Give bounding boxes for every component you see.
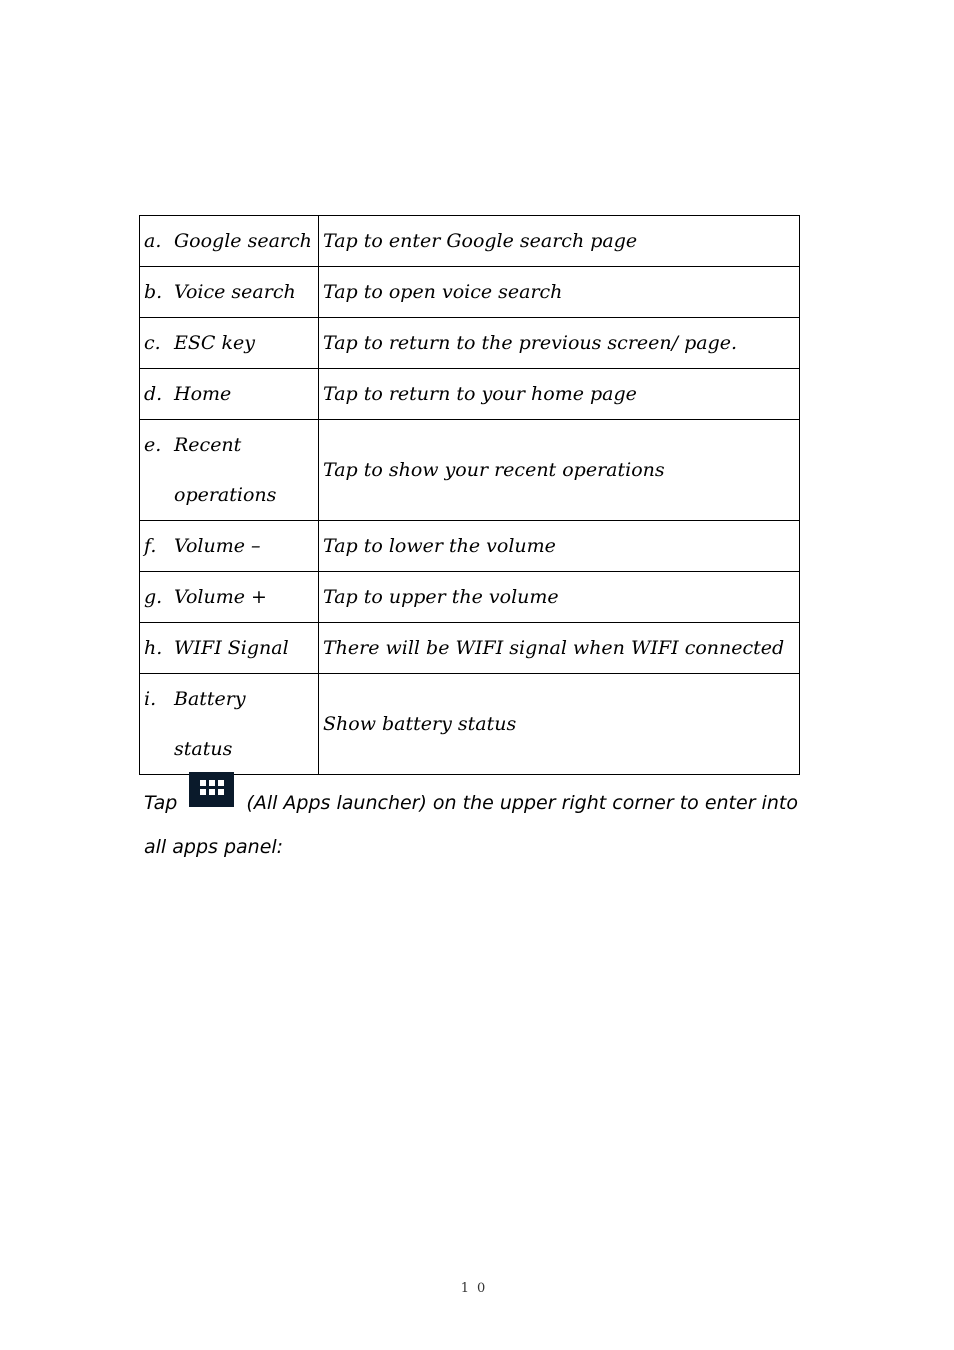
feature-description: Tap to return to the previous screen/ page. xyxy=(319,318,800,369)
feature-table xyxy=(139,215,800,775)
feature-name-line2: operations xyxy=(174,484,277,506)
instruction-text: (All Apps launcher) on the upper right corner to enter into xyxy=(246,792,798,814)
item-letter: a. xyxy=(144,230,162,252)
table-row xyxy=(140,420,800,521)
table-row xyxy=(140,318,800,369)
feature-description: Tap to lower the volume xyxy=(319,521,800,572)
feature-name: Home xyxy=(174,383,232,405)
page-number: 10 xyxy=(460,1281,494,1296)
item-letter: b. xyxy=(144,281,163,303)
feature-description: Tap to upper the volume xyxy=(319,572,800,623)
table-row xyxy=(140,369,800,420)
feature-name: Volume + xyxy=(174,586,267,608)
feature-name: Google search xyxy=(174,230,312,252)
item-letter: e. xyxy=(144,434,162,456)
item-letter: f. xyxy=(144,535,157,557)
feature-name-cell xyxy=(140,216,319,267)
table-row xyxy=(140,572,800,623)
feature-name-cell xyxy=(140,267,319,318)
feature-name: ESC key xyxy=(174,332,255,354)
table-row xyxy=(140,521,800,572)
feature-name-cell xyxy=(140,369,319,420)
feature-description: Tap to open voice search xyxy=(319,267,800,318)
feature-name-cell xyxy=(140,420,319,521)
feature-name-cell xyxy=(140,623,319,674)
feature-description: Tap to show your recent operations xyxy=(319,420,800,521)
item-letter: g. xyxy=(144,586,163,608)
all-apps-grid-icon xyxy=(189,772,234,807)
feature-name-cell xyxy=(140,572,319,623)
feature-name-line1: Recent xyxy=(174,434,242,456)
feature-name-cell xyxy=(140,521,319,572)
feature-name: Volume – xyxy=(174,535,261,557)
instruction-paragraph-line1 xyxy=(144,780,824,826)
item-letter: c. xyxy=(144,332,161,354)
feature-name-line1: Battery xyxy=(174,688,246,710)
instruction-paragraph-line2: all apps panel: xyxy=(144,836,284,858)
instruction-tap-word: Tap xyxy=(144,792,178,814)
feature-description: Show battery status xyxy=(319,674,800,775)
feature-description: Tap to enter Google search page xyxy=(319,216,800,267)
feature-name-line2: status xyxy=(174,738,233,760)
item-letter: h. xyxy=(144,637,163,659)
item-letter: i. xyxy=(144,688,157,710)
feature-name-cell xyxy=(140,318,319,369)
feature-name: Voice search xyxy=(174,281,296,303)
feature-description: There will be WIFI signal when WIFI connected xyxy=(319,623,800,674)
table-row xyxy=(140,216,800,267)
table-row xyxy=(140,623,800,674)
feature-name xyxy=(174,674,314,774)
feature-name: WIFI Signal xyxy=(174,637,289,659)
feature-name xyxy=(174,420,314,520)
table-row xyxy=(140,674,800,775)
feature-description: Tap to return to your home page xyxy=(319,369,800,420)
table-row xyxy=(140,267,800,318)
feature-name-cell xyxy=(140,674,319,775)
item-letter: d. xyxy=(144,383,163,405)
